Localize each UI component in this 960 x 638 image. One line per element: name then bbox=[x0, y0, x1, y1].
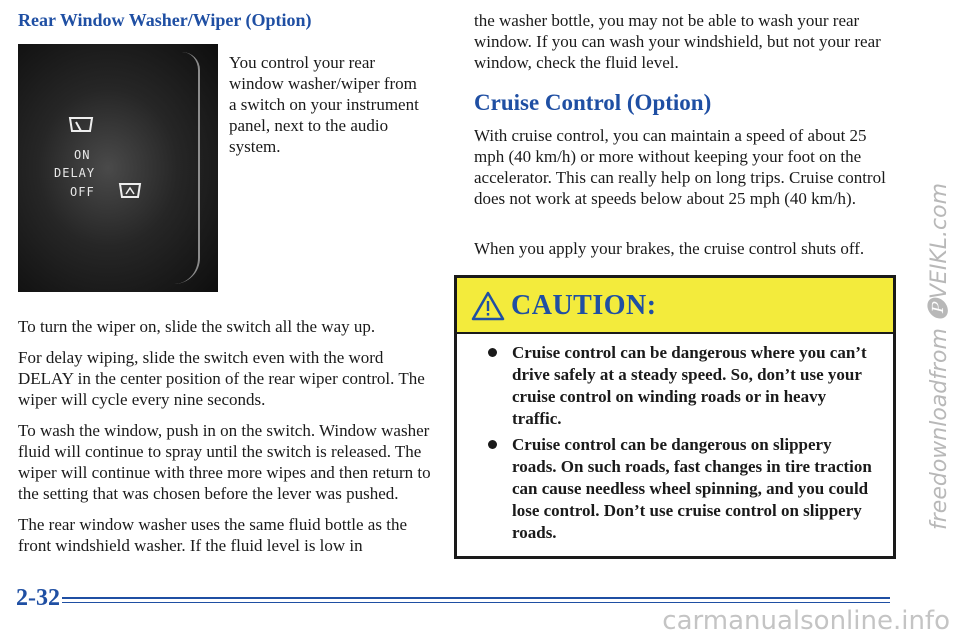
caution-item-text: Cruise control can be dangerous where you can’t drive safely at a steady speed. So, don’t use your cruise control on winding roads or in heavy traffic. bbox=[512, 343, 867, 428]
caution-title: CAUTION: bbox=[511, 290, 657, 321]
caution-item bbox=[457, 342, 893, 430]
footer-rule bbox=[62, 597, 890, 599]
side-watermark: freedownloadfrom 🅟VEIKL.com bbox=[927, 182, 952, 530]
warning-triangle-icon bbox=[471, 291, 505, 326]
rear-washer-icon bbox=[118, 180, 142, 207]
caution-box bbox=[454, 275, 896, 559]
caution-list bbox=[457, 342, 893, 548]
caution-header bbox=[457, 278, 893, 334]
cruise-control-heading: Cruise Control (Option) bbox=[474, 90, 712, 115]
cruise-paragraph: With cruise control, you can maintain a speed of about 25 mph (40 km/h) or more without keeping your foot on the accelerator. This can really help on long trips. Cruise control does not work at speeds below about 25 mph (40 km/h). bbox=[474, 126, 886, 208]
page-number: 2-32 bbox=[16, 585, 60, 611]
footer-rule-thin bbox=[62, 602, 890, 603]
footer-site-watermark: carmanualsonline.info bbox=[662, 606, 950, 636]
rear-wiper-icon bbox=[68, 114, 94, 141]
brakes-paragraph: When you apply your brakes, the cruise control shuts off. bbox=[474, 239, 865, 258]
switch-label-off: OFF bbox=[70, 185, 95, 199]
rear-wiper-switch-photo bbox=[18, 44, 218, 292]
rear-wiper-heading: Rear Window Washer/Wiper (Option) bbox=[18, 10, 312, 30]
paragraph-turn-on: To turn the wiper on, slide the switch all the way up. bbox=[18, 317, 376, 336]
paragraph-delay: For delay wiping, slide the switch even with the word DELAY in the center position of the rear wiper control. The wiper will cycle every nine seconds. bbox=[18, 348, 425, 409]
paragraph-wash: To wash the window, push in on the switch. Window washer fluid will continue to spray until the switch is released. The wiper will continue with three more wipes and then return to the setting that was chosen before the lever was pushed. bbox=[18, 421, 431, 503]
rear-wiper-intro: You control your rear window washer/wiper from a switch on your instrument panel, next to the audio system. bbox=[229, 53, 419, 156]
fluid-continuation: the washer bottle, you may not be able to wash your rear window. If you can wash your windshield, but not your rear window, check the fluid level. bbox=[474, 11, 881, 72]
caution-item bbox=[457, 434, 893, 544]
paragraph-fluid: The rear window washer uses the same fluid bottle as the front windshield washer. If the fluid level is low in bbox=[18, 515, 407, 555]
switch-label-delay: DELAY bbox=[54, 166, 96, 180]
bullet-icon bbox=[488, 348, 497, 357]
switch-label-on: ON bbox=[74, 148, 91, 162]
caution-item-text: Cruise control can be dangerous on slippery roads. On such roads, fast changes in tire traction can cause needless wheel spinning, and you could lose control. Don’t use cruise control on slippery roads. bbox=[512, 435, 872, 542]
bullet-icon bbox=[488, 440, 497, 449]
